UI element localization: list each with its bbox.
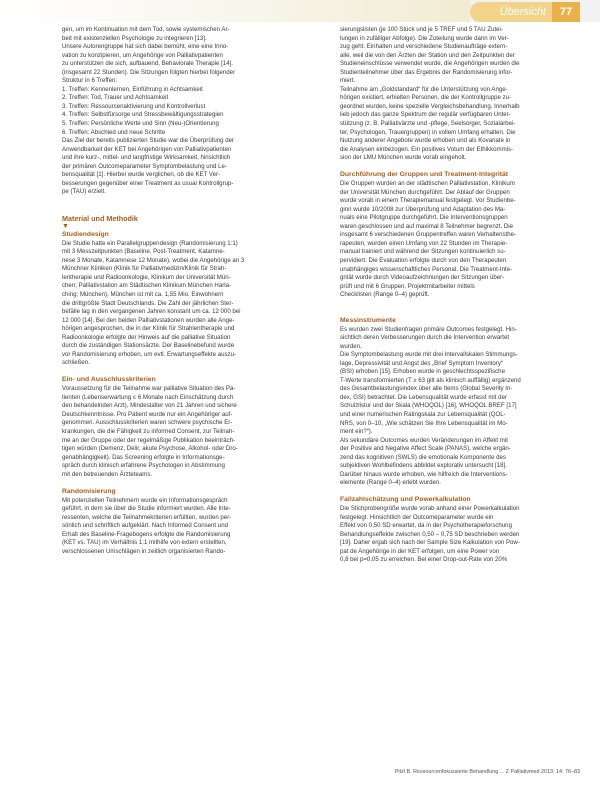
body-text-line: Unsere Autorengruppe hat sich dabei bemüht, eine eine Inno- (62, 43, 229, 51)
body-text-line: ment ein?“). (340, 428, 373, 436)
section-label: Übersicht (499, 6, 546, 18)
session-list-item: 1. Treffen: Kennenlernen, Einführung in Achtsamkeit (62, 85, 203, 93)
body-text-line: Es wurden zwei Studienfragen primäre Outcomes festgelegt. Hin- (340, 325, 517, 333)
left-column (62, 26, 324, 556)
body-text-line: geordnet wurden, keine spezielle Vergleichsbehandlung. Innerhalb (340, 102, 520, 110)
body-text-line: Effekt von 0,50 SD erwartet, da in der Psychotherapieforschung (340, 522, 512, 530)
body-text-line: Deutschkenntnisse. Pro Patient wurde nur ein Angehöriger auf- (62, 410, 233, 418)
spacer (340, 488, 600, 497)
body-text-line: ter, Psychologen, Trauergruppen) in vollem Umfang erhalten. Die (340, 128, 516, 136)
body-text-line: Studieneinschlüsse verwendet wurde, die Angehörigen wurden die (340, 60, 520, 68)
body-text-line: Behandlungseffekte zwischen 0,50 – 0,75 SD beschrieben werden (340, 530, 520, 538)
subheading-power: Fallzahlschätzung und Powerkalkulation (340, 496, 471, 504)
body-text-line: tigen würden (Demenz, Delir, akute Psychose, Alkohol- oder Dro- (62, 445, 238, 453)
body-text-line: des Gesamtbelastungsindex über alle Items (Global Severity In- (340, 385, 513, 393)
body-text-line: wurde vorab in einem Therapiemanual festgelegt. Vor Studienbe- (340, 197, 516, 205)
body-text-line: zu unterstützen die sich, aufbauend, Behaviorale Therapie [14]. (62, 60, 233, 68)
body-text-line: lage, Depressivität und Angst des „Brief Symptom Inventory“ (340, 359, 503, 367)
body-text-line: durch die zuständigen Stationsärzte. Der Baselinebefund wurde (62, 342, 235, 350)
running-header (0, 0, 600, 22)
body-text-line: Die Stichprobengröße wurde vorab anhand einer Powerkalkulation (340, 505, 520, 513)
spacer (340, 300, 600, 317)
body-text-line: Nutzung anderer Angebote wurde erhoben und als Kovariate in (340, 137, 511, 145)
spacer (340, 163, 600, 172)
body-text-line: und ihre kurz-, mittel- und langfristige Wirksamkeit, hinsichtlich (62, 154, 231, 162)
body-text-line: sion der LMU München wurde vorab eingeholt. (340, 154, 467, 162)
body-text-line: lieb jedoch das ganze Spektrum der regulär verfügbaren Unter- (340, 111, 511, 119)
session-list-item: 6. Treffen: Abschied und neue Schritte (62, 128, 166, 136)
body-text-line: prüft und mit 6 Gruppen, Projektmitarbeiter mittels (340, 282, 475, 290)
spacer (62, 479, 324, 488)
body-text-line: lentherapie und Radioonkologie, Klinikum der Universität Mün- (62, 273, 231, 281)
body-text-line: ginn wurde 10/2008 zur Überprüfung und Adaptation des Ma- (340, 205, 506, 213)
body-text-line: der Positive and Negative Affect Scale (PANAS), welche ergän- (340, 445, 511, 453)
body-text-line: mit den betreuenden Ärzteteams. (62, 470, 153, 478)
body-text-line: dex, GSI) betrachtet. Die Lebensqualität wurde erfasst mit der (340, 393, 507, 401)
body-text-line: Schulzlistur und der Skala (WHOQOL) [16], WHOQOL BREF [17] (340, 402, 517, 410)
subheading-implementation: Durchführung der Gruppen und Treatment-Integrität (340, 171, 509, 179)
session-list-item: 5. Treffen: Persönliche Werte und Sinn (Neu-)Orientierung (62, 120, 219, 128)
body-text-line: Struktur in 6 Treffen: (62, 77, 118, 85)
body-text-line: (BSI) erhoben [15]. Erhoben wurde in geschlechtsspezifische (340, 368, 505, 376)
body-text-line: tienten (Lebenserwartung ≤ 6 Monate nach Einschätzung durch (62, 393, 234, 401)
header-stripe (0, 0, 470, 22)
body-text-line: (KET vs. TAU) im Verhältnis 1:1 mithilfe von extern erstellten, (62, 539, 227, 547)
body-text-line: hörigen angesprochen, die in der Klinik für Strahlentherapie und (62, 325, 235, 333)
body-text-line: Darüber hinaus wurde erhoben, wie hilfreich die Interventions- (340, 470, 508, 478)
body-text-line: rapeuten, wurden einen Umfang von 22 Stunden im Therapie- (340, 239, 508, 247)
body-text-line: der primären Outcomeparameter Symptombelastung und Le- (62, 162, 227, 170)
body-text-line: NRS, von 0–10, „Wie schätzen Sie Ihre Lebensqualität im Mo- (340, 419, 508, 427)
body-text-line: ching; München), München ist mit ca. 1,55 Mio. Einwohnern (62, 291, 224, 299)
body-text-line: befälle lag in den vergangenen Jahren konstant um ca. 12 000 bei (62, 308, 241, 316)
body-text-line: mit 3 Messzeitpunkten (Baseline, Post-Treatment, Katamne- (62, 248, 225, 256)
body-text-line: pat de Angehörige in der KET erfolgen, um eine Power von (340, 547, 500, 555)
body-text-line: Als sekundäre Outcomes wurden Veränderungen im Affekt mit (340, 436, 508, 444)
subheading-inclusion: Ein- und Ausschlusskriterien (62, 376, 156, 384)
body-text-line: vation zu konzipieren, um Angehörige von Palliativpatienten (62, 51, 223, 59)
body-text-line: bensqualität [1]. Hierbei wurde verglichen, ob die KET Ver- (62, 171, 221, 179)
body-text-line: sönlich und schriftlich aufgeklärt. Nach Informed Consent und (62, 522, 228, 530)
body-text-line: Checklisten (Range 0–4) geprüft. (340, 291, 430, 299)
body-text-line: pervidiert. Die Evaluation erfolgte durch von den Therapeuten (340, 256, 507, 264)
body-text-line: zug geht. Einhalten und verschiedene Studienaufträge extern- (340, 43, 508, 51)
body-text-line: me an der Gruppe oder der regelmäßige Publikation beeinträch- (62, 436, 236, 444)
body-text-line: verschlossenen Umschlägen in zeitlich organisierten Rando- (62, 547, 226, 555)
body-text-line: subjektiven Wohlbefindens abbildet explorativ untersucht [18]. (340, 462, 507, 470)
body-text-line: T-Werte transformierten (T ≥ 63 gilt als klinisch auffällig) ergänzend (340, 376, 521, 384)
body-text-line: Anwendbarkeit der KET bei Angehörigen von Palliativpatienten (62, 145, 232, 153)
spacer (62, 368, 324, 377)
subheading-measures: Messinstrumente (340, 316, 396, 324)
body-text-line: schließen. (62, 359, 90, 367)
body-text-line: Teilnahme am „Goldstandard“ für die Unterstützung von Ange- (340, 85, 508, 93)
body-text-line: Mit potenziellen Teilnehmern wurde ein Informationsgespräch (62, 496, 228, 504)
body-text-line: Studienteilnehmer über das Ergebnis der Randomisierung infor- (340, 68, 513, 76)
section-heading-methods: Material und Methodik (62, 213, 138, 223)
body-text-line: sichtlich deren Verbesserungen durch die Intervention erwartet (340, 334, 510, 342)
body-text-line: Die Symptombelastung wurde mit drei Intervallskalen Stimmungs- (340, 351, 518, 359)
page-number: 77 (552, 2, 580, 22)
body-text-line: waren geschlossen und auf maximal 8 Teilnehmer begrenzt. Die (340, 222, 513, 230)
body-text-line: und einer numerischen Ratingskala zur Lebensqualität (QOL- (340, 410, 506, 418)
body-text-line: miert. (340, 77, 356, 85)
body-text-line: Münchner Kliniken (Klinik für Palliativmedizin/Klinik für Strah- (62, 265, 227, 273)
session-list-item: 2. Treffen: Tod, Trauer und Achtsamkeit (62, 94, 169, 102)
body-text-line: sierungslisten (je 100 Stück und je 5 TREF und 5 TAU Zutei- (340, 26, 503, 33)
subheading-studydesign: Studiendesign (62, 230, 109, 238)
body-text-line: geführt, in dem sie über die Studie informiert wurden. Alle Inte- (62, 505, 231, 513)
body-text-line: Voraussetzung für die Teilnahme war palliative Situation des Pa- (62, 385, 236, 393)
body-text-line: wurden. (340, 342, 362, 350)
body-text-line: manual trainiert und während der Sitzungen kontinuierlich su- (340, 248, 506, 256)
body-text-line: Die Studie hatte ein Parallelgruppendesign (Randomisierung 1:1) (62, 239, 238, 247)
body-text-line: Erhalt des Baseline-Fragebogens erfolgte die Randomisierung (62, 530, 231, 538)
body-text-line: Radioonkologie erfolgte der Hinweis auf die palliative Situation (62, 333, 231, 341)
body-text-line: krankungen, die die Fähigkeit zu informed Consent, zur Teilnah- (62, 427, 235, 435)
body-text-line: grität wurde durch Videoaufzeichnungen der Sitzungen über- (340, 274, 505, 282)
body-text-line: die drittgrößte Stadt Deutschlands. Die Zahl der jährlichen Ster- (62, 299, 234, 307)
section-tab (470, 2, 552, 22)
body-text-line: 12 000 [14]. Bei den beiden Palliativstationen wurden alle Ange- (62, 316, 235, 324)
right-column (340, 26, 600, 565)
body-text-line: lungen in zufälliger Abfolge). Die Zuteilung wurde dann im Ver- (340, 34, 509, 42)
body-text-line: besserungen gegenüber einer Treatment as usual Kontrollgrup- (62, 179, 234, 187)
spacer (62, 197, 324, 214)
body-text-line: alle, weil die von den Ärzten der Station und den Zeitpunkten der (340, 51, 515, 59)
body-text-line: hörigen existiert, erhielten Personen, die der Kontrollgruppe zu- (340, 94, 512, 102)
body-text-line: elemente (Range 0–4) erlebt wurden. (340, 479, 441, 487)
section-marker-icon: ▼ (62, 222, 69, 230)
body-text-line: insgesamt 6 verschiedenen Gruppentreffen waren Verhaltensthe- (340, 231, 517, 239)
body-text-line: chen; Palliativstation am Städtischen Klinikum München Harla- (62, 282, 232, 290)
body-text-line: unabhängiges wissenschaftliches Personal. Die Treatment-Inte- (340, 265, 513, 273)
body-text-line: nuals eine Pilotgruppe durchgeführt. Die Interventionsgruppen (340, 214, 508, 222)
body-text-line: 0,8 bei p=0,05 zu erreichen. Bei einer Drop-out-Rate von 20% (340, 556, 508, 564)
body-text-line: zend das kognitiven (SWLS) die emotionale Komponente des (340, 453, 506, 461)
body-text-line: genabhängigkeit). Das Screening erfolgte in Informationsge- (62, 453, 225, 461)
body-text-line: [19]. Daher ergab sich nach der Sample Size Kalkulation von Pow- (340, 539, 520, 547)
body-text-line: Das Ziel der bereits publizierten Studie war die Überprüfung der (62, 137, 235, 145)
footer-citation: Pitzl B. Ressourcenfokussierte Behandlung ... Z Palliativmed 2013; 14: 76–83 (394, 769, 580, 775)
body-text-line: beit mit existenziellen Psychologie zu integrieren [13]. (62, 34, 207, 42)
body-text-line: den behandelnden Arzt), Mindestalter von 21 Jahren und sichere (62, 402, 237, 410)
body-text-line: spräch durch klinisch erfahrene Psychologen in Abstimmung (62, 462, 225, 470)
subheading-randomization: Randomisierung (62, 487, 116, 495)
session-list-item: 3. Treffen: Ressourcenaktivierung und Kontrollverlust (62, 102, 206, 110)
body-text-line: ressenten, welche die Teilnahmekriterien erfüllten, wurden per- (62, 513, 232, 521)
body-text-line: genommen. Ausschlusskriterien waren schwere psychische Er- (62, 419, 233, 427)
body-text-line: der Universität München durchgeführt. Der Ablauf der Gruppen (340, 188, 510, 196)
body-text-line: festgelegt. Hinsichtlich der Outcomeparameter wurde ein (340, 513, 494, 521)
body-text-line: nese 3 Monate, Katamnese 12 Monate), wobei die Angehörige an 3 (62, 256, 245, 264)
body-text-line: die Analysen einbezogen. Ein positives Votum der Ethikkommis- (340, 145, 514, 153)
body-text-line: gen, um im Kontinuation mit dem Tod, sowie systemischen Ar- (62, 26, 230, 33)
body-text-line: pe (TAU) erzielt. (62, 188, 106, 196)
session-list-item: 4. Treffen: Selbstfürsorge und Stressbewältigungsstrategien (62, 111, 224, 119)
body-text-line: stützung (z. B. Palliativärzte und -pflege, Seelsorger, Sozialarbei- (340, 120, 516, 128)
body-text-line: Die Gruppen wurden an der städtischen Palliativstation, Klinikum (340, 180, 515, 188)
body-text-line: (insgesamt 22 Stunden). Die Sitzungen folgten hierbei folgender (62, 68, 236, 76)
body-text-line: vor Randomisierung erhoben, um evtl. Erwartungseffekte auszu- (62, 350, 236, 358)
